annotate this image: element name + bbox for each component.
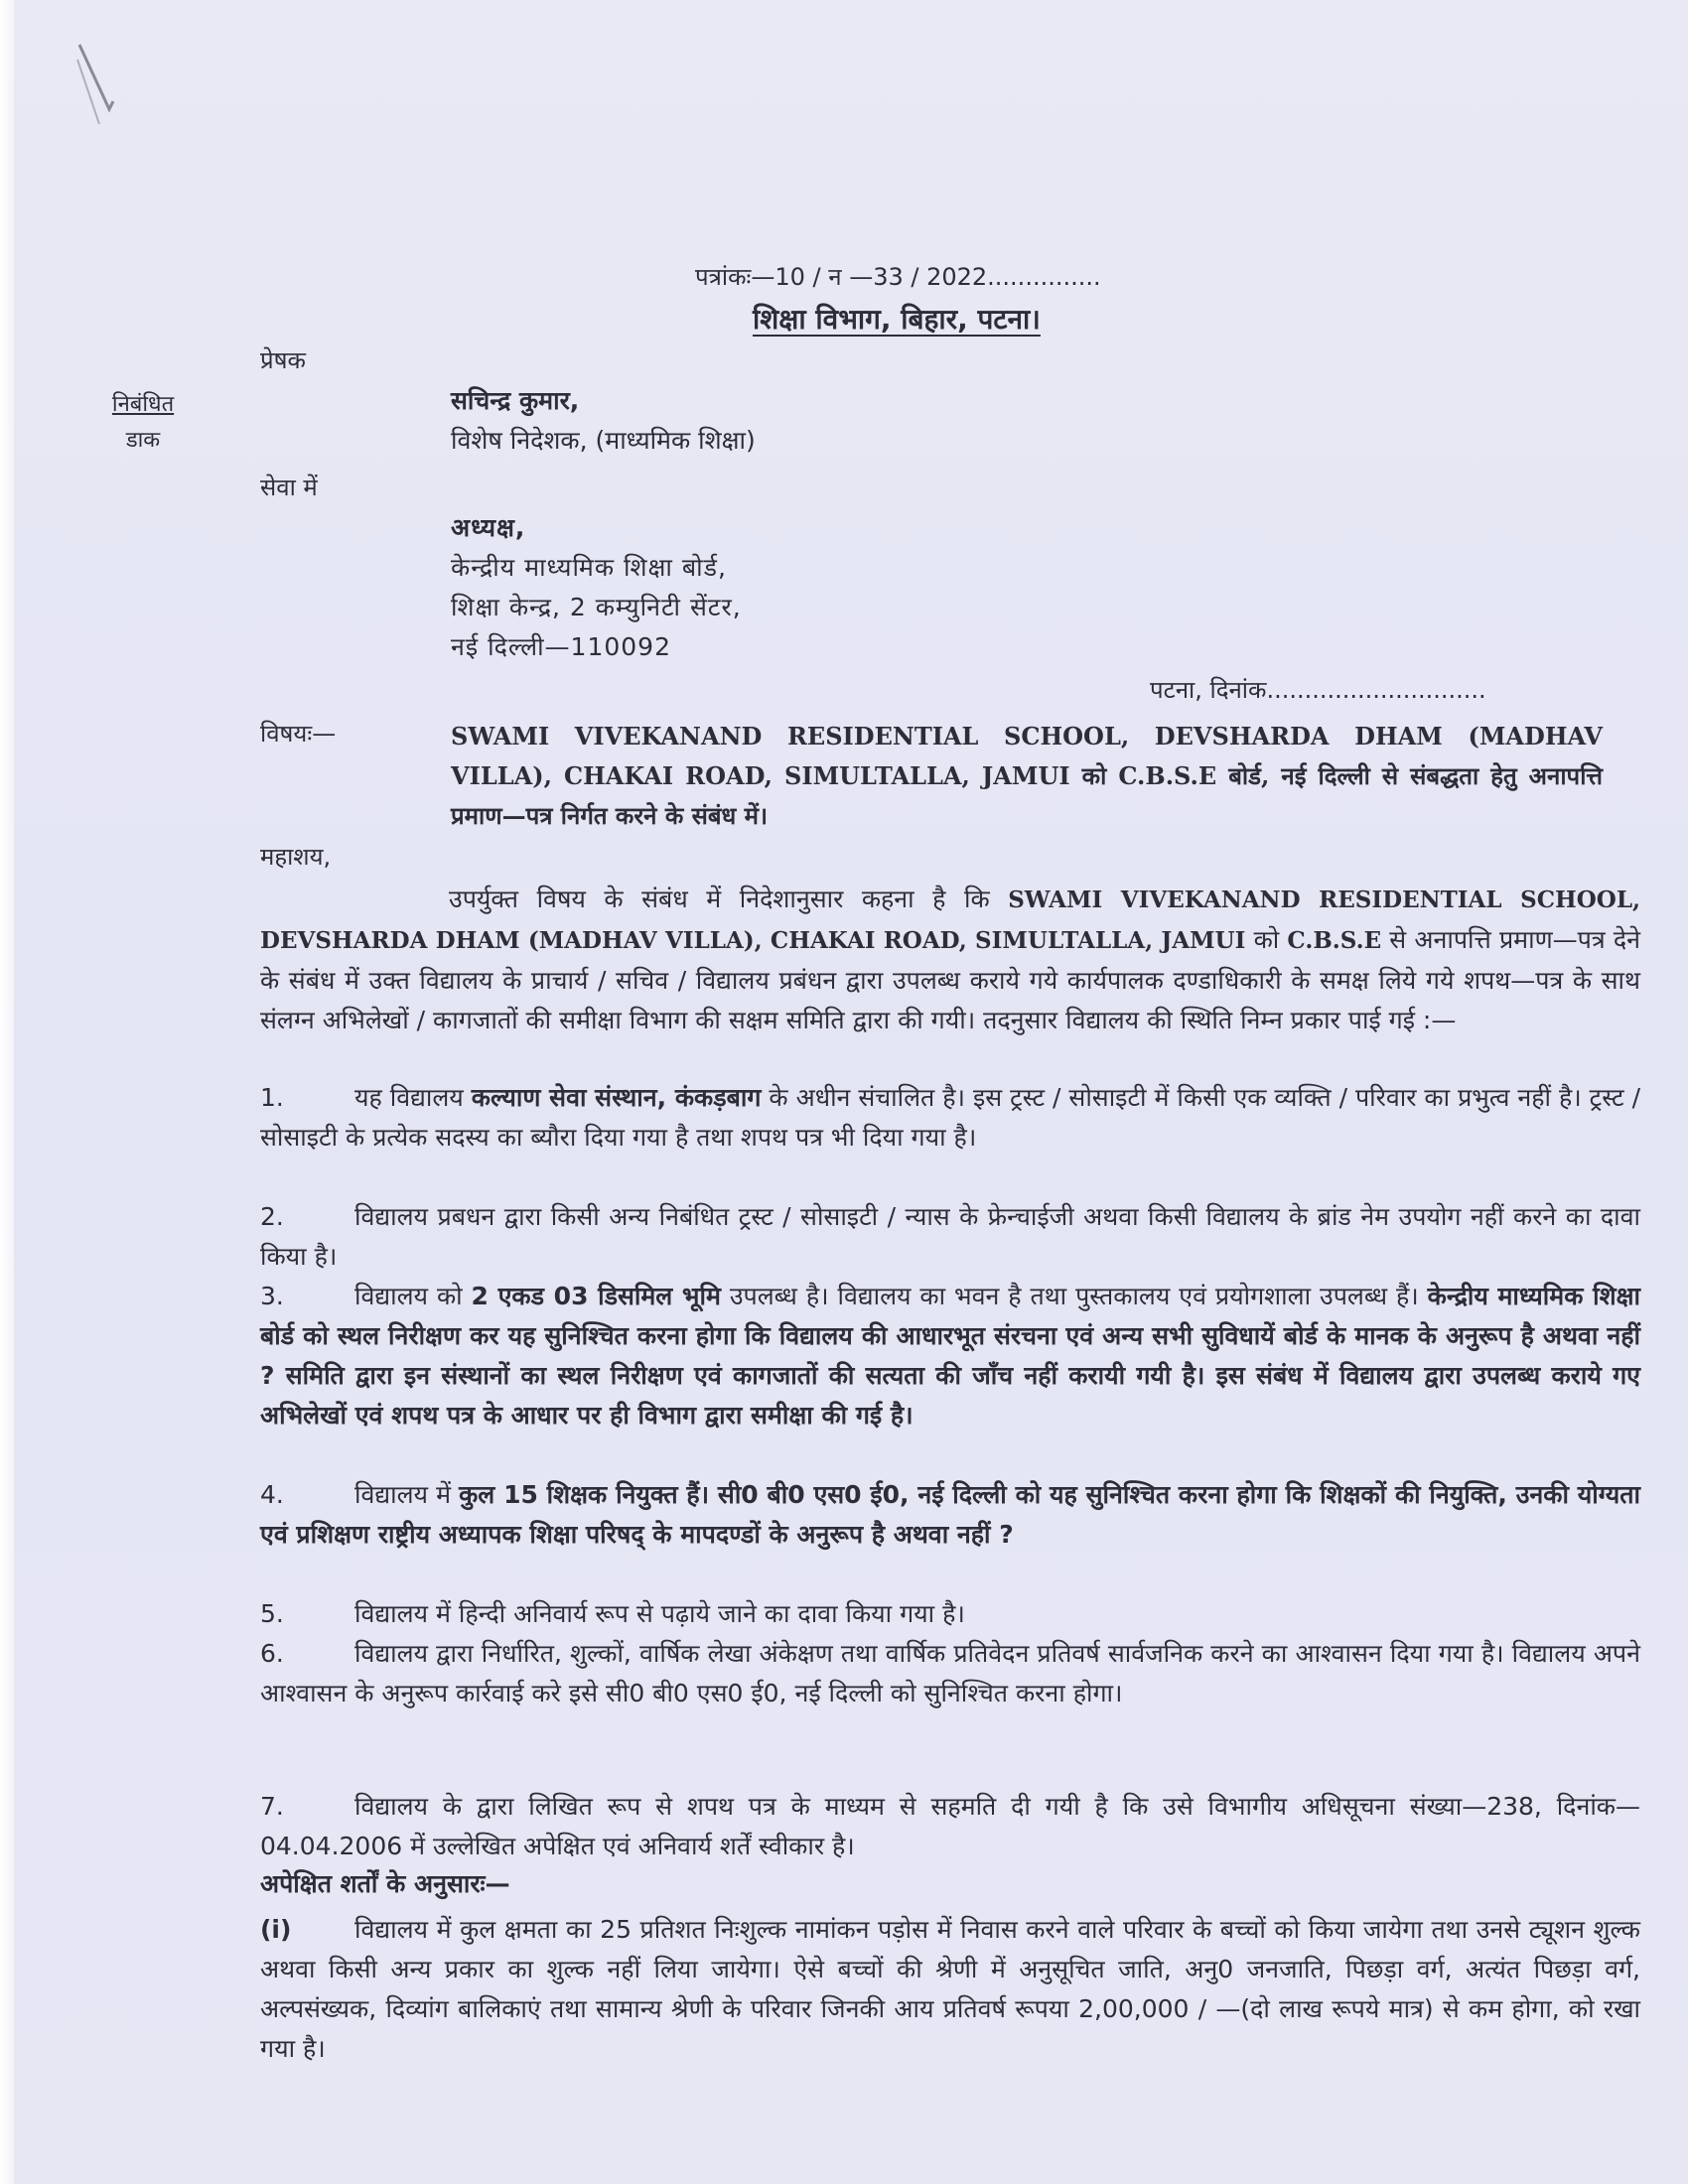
point-7-number: 7. [260,1792,284,1821]
point-2-text: विद्यालय प्रबधन द्वारा किसी अन्य निबंधित ट्रस्ट / सोसाइटी / न्यास के फ्रेन्चाईजी अथवा किसी विद्यालय के ब्रांड नेम उपयोग नहीं करने का दावा किया है। [260,1202,1640,1271]
recipient-line2: शिक्षा केन्द्र, 2 कम्युनिटी सेंटर, [451,593,742,621]
point-1-text-a: यह विद्यालय [354,1083,472,1112]
recipient-title: अध्यक्ष, [451,513,526,542]
salutation: महाशय, [260,843,332,871]
point-5-text: विद्यालय में हिन्दी अनिवार्य रूप से पढ़ाये जाने का दावा किया गया है। [354,1599,965,1628]
point-6-text: विद्यालय द्वारा निर्धारित, शुल्कों, वार्षिक लेखा अंकेक्षण तथा वार्षिक प्रतिवेदन प्रतिवर्ष सार्वजनिक करने का आश्वासन दिया गया है। विद्यालय अपने आश्वासन के अनुरूप कार्रवाई करे इसे सी0 बी0 एस0 ई0, नई दिल्ली को सुनिश्चित करना होगा। [260,1639,1640,1707]
point-3 [260,1277,1640,1435]
point-3-text-c: उपलब्ध है। विद्यालय का भवन है तथा पुस्तकालय एवं प्रयोगशाला उपलब्ध हैं। [720,1282,1428,1310]
point-5 [260,1594,1640,1634]
staple-icon [70,40,119,129]
page-edge [0,0,14,2184]
point-3-land: 2 एकड 03 डिसमिल भूमि [471,1282,721,1310]
point-7 [260,1787,1640,1866]
intro-part1: उपर्युक्त विषय के संबंध में निदेशानुसार कहना है कि [449,885,1009,913]
point-4-number: 4. [260,1480,284,1509]
condition-i [260,1910,1640,2069]
sender-label: प्रेषक [260,346,306,374]
registered-post-line2: डाक [125,428,161,453]
recipient-label: सेवा में [260,474,318,501]
intro-school-name: SWAMI VIVEKANAND RESIDENTIAL SCHOOL, DEVSHARDA DHAM (MADHAV VILLA), CHAKAI ROAD, SIMULTALLA, JAMUI [260,887,1641,954]
recipient-line3: नई दिल्ली—110092 [451,632,671,661]
reference-number: पत्रांकः—10 / न —33 / 2022............... [695,263,1101,291]
point-5-number: 5. [260,1599,284,1628]
sender-block [451,381,756,461]
point-6 [260,1634,1640,1713]
sender-designation: विशेष निदेशक, (माध्यमिक शिक्षा) [451,426,756,455]
point-1-text-c: के अधीन संचालित है। इस ट्रस्ट / सोसाइटी में किसी एक व्यक्ति / परिवार का प्रभुत्व नहीं है। ट्रस्ट / सोसाइटी के प्रत्येक सदस्य का ब्यौरा दिया गया है तथा शपथ पत्र भी दिया गया है। [260,1083,1640,1152]
recipient-address [451,508,742,667]
subject-text: SWAMI VIVEKANAND RESIDENTIAL SCHOOL, DEVSHARDA DHAM (MADHAV VILLA), CHAKAI ROAD, SIMULTALLA, JAMUI को C.B.S.E बोर्ड, नई दिल्ली से संबद्धता हेतु अनापत्ति प्रमाण—पत्र निर्गत करने के संबंध में। [451,722,1603,830]
conditions-heading: अपेक्षित शर्तों के अनुसारः— [260,1869,510,1898]
point-1 [260,1078,1640,1158]
point-4 [260,1475,1640,1555]
point-1-number: 1. [260,1083,284,1112]
date-line: पटना, दिनांक............................. [1150,676,1486,704]
intro-part3: से अनापत्ति प्रमाण—पत्र देने के संबंध में उक्त विद्यालय के प्राचार्य / सचिव / विद्यालय प्रबंधन द्वारा उपलब्ध कराये गये कार्यपालक दण्डाधिकारी के समक्ष लिये गये शपथ—पत्र के साथ संलग्न अभिलेखों / कागजातों की समीक्षा विभाग की सक्षम समिति द्वारा की गयी। तदनुसार विद्यालय की स्थिति निम्न प्रकार पाई गई :— [260,925,1640,1034]
intro-board: C.B.S.E [1287,927,1382,954]
point-2-number: 2. [260,1202,284,1231]
registered-post-note [103,387,183,459]
point-3-text-a: विद्यालय को [354,1282,472,1310]
point-3-number: 3. [260,1282,284,1310]
department-heading: शिक्षा विभाग, बिहार, पटना। [753,303,1041,336]
point-1-trust: कल्याण सेवा संस्थान, कंकड़बाग [471,1083,762,1112]
point-4-text-a: विद्यालय में [354,1480,460,1509]
sender-name: सचिन्द्र कुमार, [451,386,580,415]
intro-paragraph [260,880,1640,1040]
condition-i-text: विद्यालय में कुल क्षमता का 25 प्रतिशत निःशुल्क नामांकन पड़ोस में निवास करने वाले परिवार के बच्चों को किया जायेगा तथा उनसे ट्यूशन शुल्क अथवा किसी अन्य प्रकार का शुल्क नहीं लिया जायेगा। ऐसे बच्चों की श्रेणी में अनुसूचित जाति, अनु0 जनजाति, पिछड़ा वर्ग, अत्यंत पिछड़ा वर्ग, अल्पसंख्यक, दिव्यांग बालिकाएं तथा सामान्य श्रेणी के परिवार जिनकी आय प्रतिवर्ष रूपया 2,00,000 / —(दो लाख रूपये मात्र) से कम होगा, को रखा गया है। [260,1915,1640,2063]
registered-post-line1: निबंधित [111,392,175,417]
point-4-teachers: कुल 15 शिक्षक नियुक्त हैं। सी0 बी0 एस0 ई0, नई दिल्ली को यह सुनिश्चित करना होगा कि शिक्षकों की नियुक्ति, उनकी योग्यता एवं प्रशिक्षण राष्ट्रीय अध्यापक शिक्षा परिषद् के मापदण्डों के अनुरूप है अथवा नहीं ? [260,1480,1640,1549]
condition-i-number: (i) [260,1915,292,1944]
recipient-line1: केन्द्रीय माध्यमिक शिक्षा बोर्ड, [451,553,727,582]
subject-label: विषयः— [260,720,337,748]
point-3-board-note: केन्द्रीय माध्यमिक शिक्षा बोर्ड को स्थल निरीक्षण कर यह सुनिश्चित करना होगा कि विद्यालय की आधारभूत संरचना एवं अन्य सभी सुविधायें बोर्ड के मानक के अनुरूप है अथवा नहीं ? समिति द्वारा इन संस्थानों का स्थल निरीक्षण एवं कागजातों की सत्यता की जाँच नहीं करायी गयी है। इस संबंध में विद्यालय द्वारा उपलब्ध कराये गए अभिलेखों एवं शपथ पत्र के आधार पर ही विभाग द्वारा समीक्षा की गई है। [260,1282,1640,1430]
point-7-text: विद्यालय के द्वारा लिखित रूप से शपथ पत्र के माध्यम से सहमति दी गयी है कि उसे विभागीय अधिसूचना संख्या—238, दिनांक—04.04.2006 में उल्लेखित अपेक्षित एवं अनिवार्य शर्तें स्वीकार है। [260,1792,1640,1860]
point-2 [260,1197,1640,1277]
intro-part2: को [1245,925,1288,954]
point-6-number: 6. [260,1639,284,1668]
